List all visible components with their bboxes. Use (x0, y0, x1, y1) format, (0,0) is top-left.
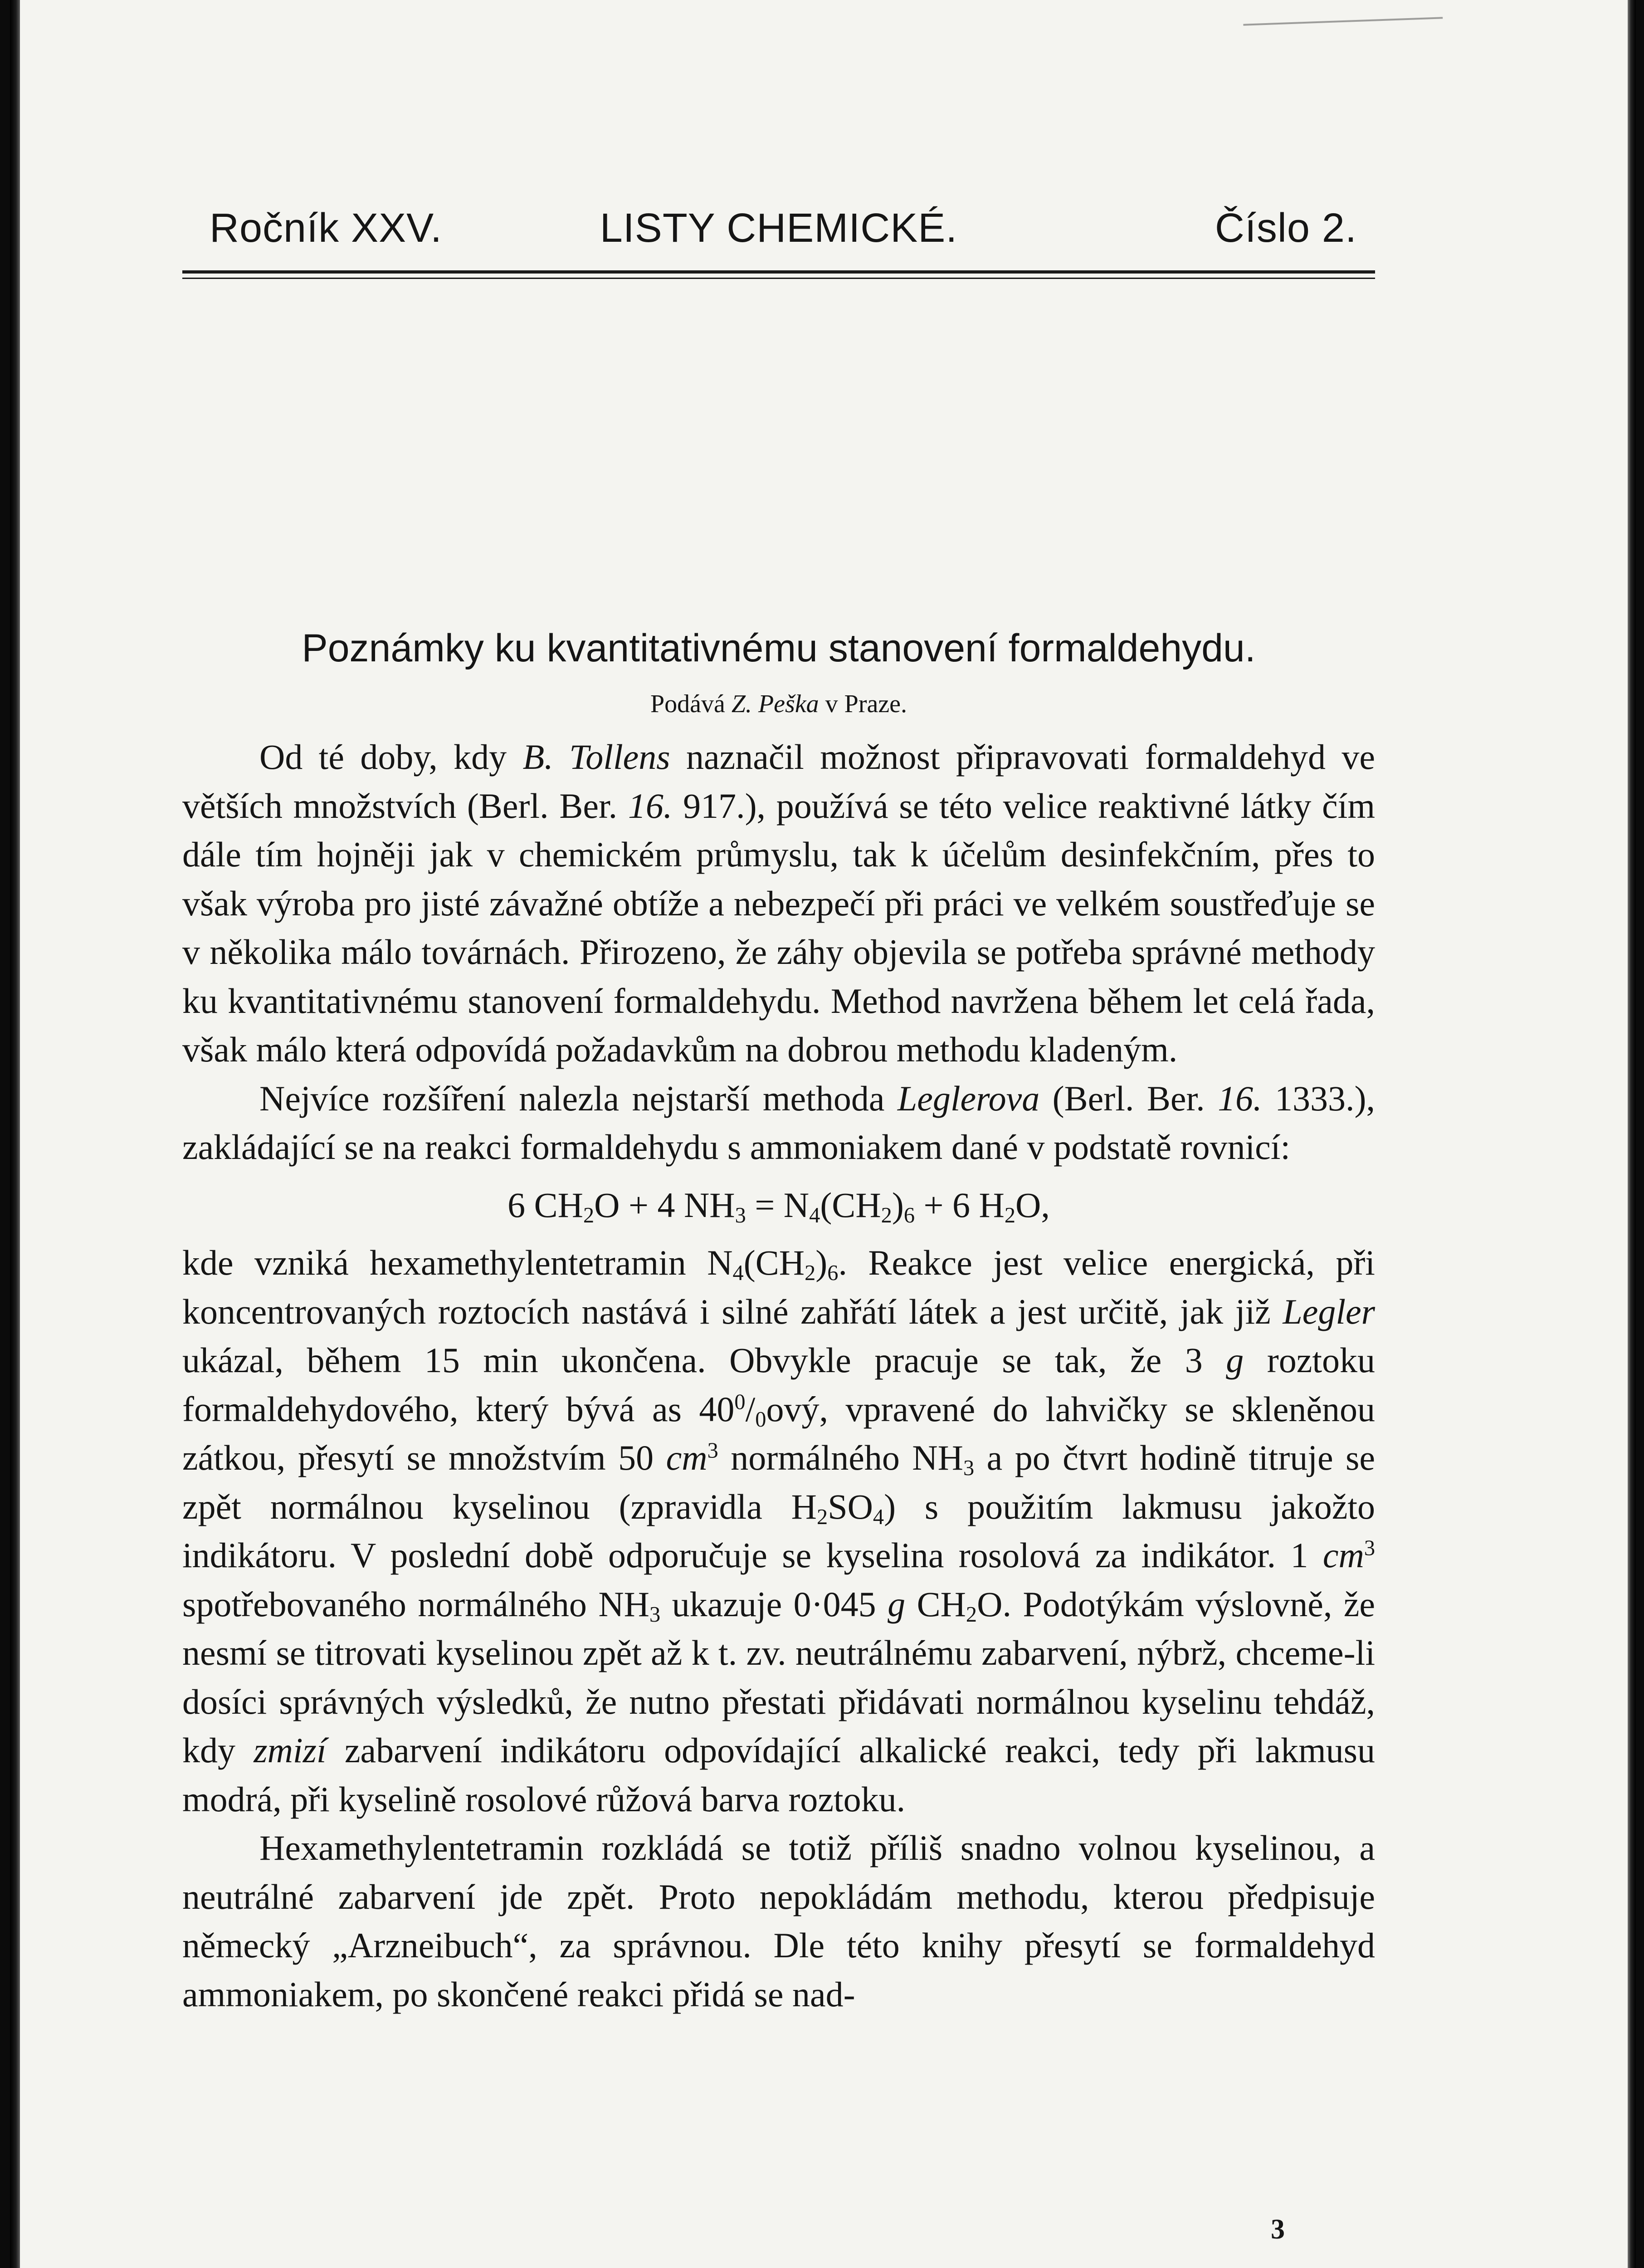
byline-suffix: v Praze. (825, 690, 907, 718)
paragraph-1: Od té doby, kdy B. Tollens naznačil možnost připravovati formaldehyd ve větších množstvích (Berl. Ber. 16. 917.), používá se této velice reaktivné látky čím dále tím hojněji jak v chemickém průmyslu, tak k účelům desinfekčním, přes to však výroba pro jisté závažné obtíže a nebezpečí při práci ve velkém soustřeďuje se v několika málo továrnách. Přirozeno, že záhy objevila se potřeba správné methody ku kvantitativnému stanovení formaldehydu. Method navržena během let celá řada, však málo která odpovídá požadavkům na dobrou methodu kladeným. (182, 737, 1375, 1069)
article-body (182, 733, 1375, 2019)
reaction-equation: 6 $CH_2O + 4$ $NH_3 = N_4(CH_2)_6 + 6$ $H_2O$, (507, 1185, 1050, 1227)
byline-author: Z. Peška (731, 690, 819, 718)
scan-edge-left (10, 0, 20, 2268)
byline-prefix: Podává (650, 690, 725, 718)
header-journal-title: LISTY CHEMICKÉ. (600, 205, 958, 251)
header-rule-thick (182, 270, 1375, 274)
paragraph-4: Hexamethylentetramin rozkládá se totiž příliš snadno volnou kyselinou, a neutrálné zabarvení jde zpět. Proto nepokládám methodu, kterou předpisuje německý „Arzneibuch“, za správnou. Dle této knihy přesytí se formaldehyd ammoniakem, po skončené reakci přidá se nad- (182, 1828, 1375, 2014)
header-issue: Číslo 2. (1215, 205, 1357, 251)
scan-edge-right (1628, 0, 1636, 2268)
header-rule-thin (182, 278, 1375, 279)
paragraph-2: Nejvíce rozšíření nalezla nejstarší methoda Leglerova (Berl. Ber. 16. 1333.), zakládající se na reakci formaldehydu s ammoniakem dané v podstatě rovnicí: (182, 1078, 1376, 1167)
article-byline (182, 689, 1375, 719)
paragraph-3: kde vzniká hexamethylentetramin $N_4(CH_2)_6$. Reakce jest velice energická, při koncentrovaných roztocích nastává i silné zahřátí látek a jest určitě, jak již Legler ukázal, během 15 min ukončena. Obvykle pracuje se tak, že 3 g roztoku formaldehydového, který bývá as $40^0/_0ový$, vpravené do lahvičky se skleněnou zátkou, přesytí se množstvím 50 $cm^3$ normálného $NH_3$ a po čtvrt hodině titruje se zpět normálnou kyselinou (zpravidla $H_2SO_4$) s použitím lakmusu jakožto indikátoru. V poslední době odporučuje se kyselina rosolová za indikátor. 1 $cm^3$ spotřebovaného normálného $NH_3$ ukazuje 0·045 g $CH_2O$. Podotýkám výslovně, že nesmí se titrovati kyselinou zpět až k t. zv. neutrálnému zabarvení, nýbrž, chceme-li dosíci správných výsledků, že nutno přestati přidávati normálnou kyselinu tehdáž, kdy zmizí zabarvení indikátoru odpovídající alkalické reakci, tedy při lakmusu modrá, při kyselině rosolové růžová barva roztoku. (182, 1243, 1376, 1819)
header-volume: Ročník XXV. (210, 205, 442, 251)
article-title: Poznámky ku kvantitativnému stanovení formaldehydu. (302, 626, 1256, 670)
running-header (182, 205, 1375, 259)
scan-mark (1243, 17, 1443, 44)
page-number: 3 (1271, 2214, 1285, 2245)
page-sheet (10, 0, 1636, 2268)
